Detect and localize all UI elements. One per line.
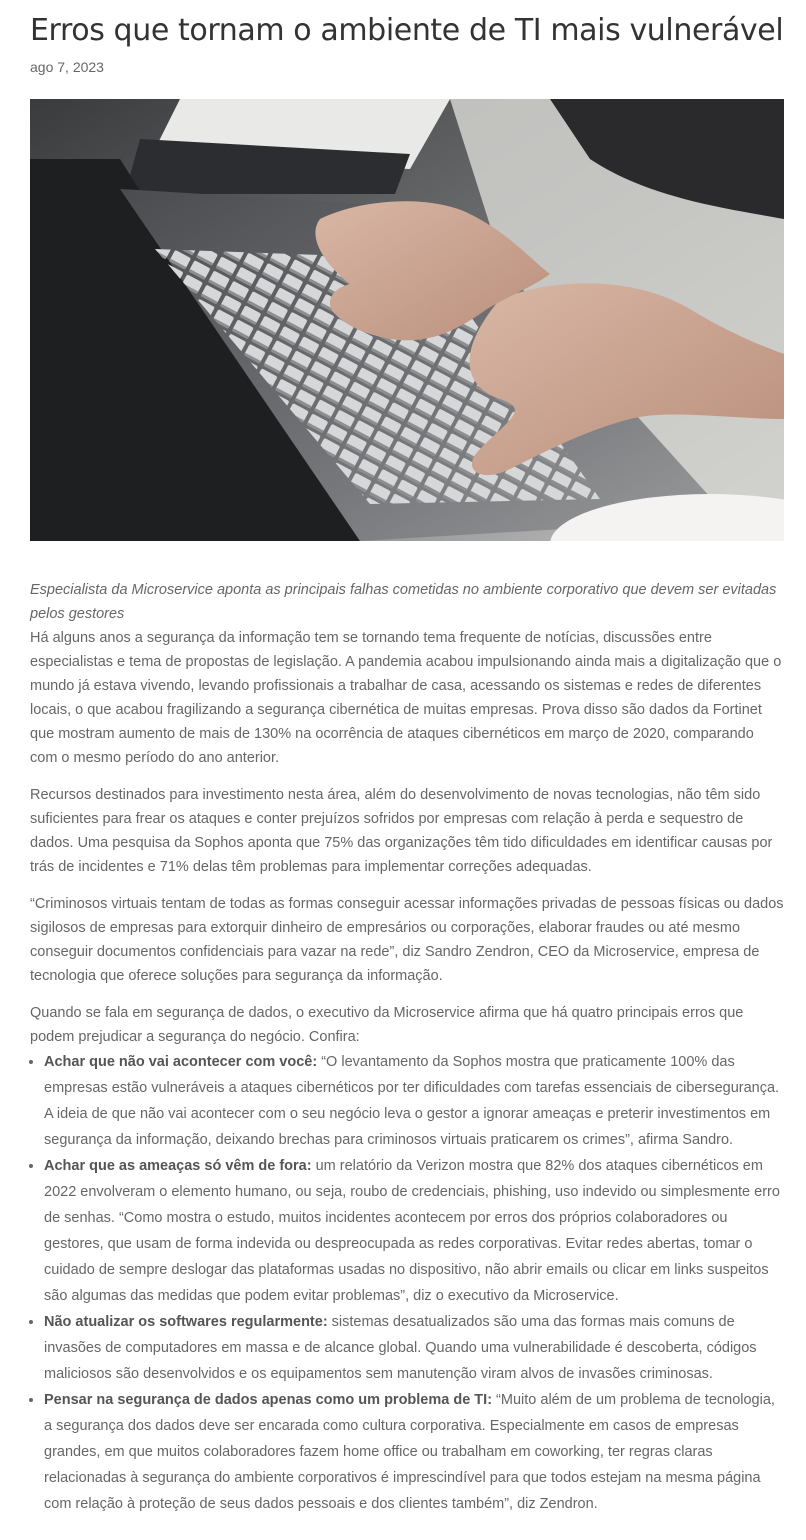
article [30, 0, 784, 1517]
errors-list [30, 1049, 784, 1517]
list-item-heading: Não atualizar os softwares regularmente: [44, 1314, 328, 1330]
list-item-heading: Pensar na segurança de dados apenas como um problema de TI: [44, 1392, 493, 1408]
paragraph: Recursos destinados para investimento nesta área, além do desenvolvimento de novas tecnologias, não têm sido suficientes para frear os ataques e conter prejuízos sofridos por empresas com relação à perda e sequestro de dados. Uma pesquisa da Sophos aponta que 75% das organizações têm tido dificuldades em identificar causas por trás de incidentes e 71% delas têm problemas para implementar correções adequadas. [30, 787, 773, 875]
featured-image [30, 99, 784, 541]
list-item-text: “O levantamento da Sophos mostra que praticamente 100% das empresas estão vulneráveis a ataques cibernéticos por ter dificuldades com tarefas essenciais de cibersegurança. A ideia de que não vai acontecer com o seu negócio leva o gestor a ignorar ameaças e preterir investimentos em segurança da informação, deixando brechas para criminosos virtuais praticarem os crimes”, afirma Sandro. [44, 1054, 780, 1148]
article-lede: Especialista da Microservice aponta as principais falhas cometidas no ambiente corporativo que devem ser evitadas pelos gestores [30, 582, 777, 622]
article-date: ago 7, 2023 [30, 59, 104, 75]
laptop-typing-illustration [30, 99, 784, 541]
list-item [44, 1309, 784, 1387]
list-item [44, 1387, 784, 1517]
article-body [30, 578, 784, 1517]
list-item-text: sistemas desatualizados são uma das formas mais comuns de invasões de computadores em massa e de alcance global. Quando uma vulnerabilidade é descoberta, códigos maliciosos são desenvolvidos e os equipamentos sem manutenção viram alvos de invasões criminosas. [44, 1314, 757, 1382]
paragraph: “Criminosos virtuais tentam de todas as formas conseguir acessar informações privadas de pessoas físicas ou dados sigilosos de empresas para extorquir dinheiro de empresários ou corporações, elaborar fraudes ou até mesmo conseguir documentos confidenciais para vazar na rede”, diz Sandro Zendron, CEO da Microservice, empresa de tecnologia que oferece soluções para segurança da informação. [30, 896, 784, 984]
list-item [44, 1049, 784, 1153]
list-item-heading: Achar que as ameaças só vêm de fora: [44, 1158, 312, 1174]
list-item [44, 1153, 784, 1309]
paragraph: Há alguns anos a segurança da informação tem se tornando tema frequente de notícias, discussões entre especialistas e tema de propostas de legislação. A pandemia acabou impulsionando ainda mais a digitalização que o mundo já estava vivendo, levando profissionais a trabalhar de casa, acessando os sistemas e redes de diferentes locais, o que acabou fragilizando a segurança cibernética de muitas empresas. Prova disso são dados da Fortinet que mostram aumento de mais de 130% na ocorrência de ataques cibernéticos em março de 2020, comparando com o mesmo período do ano anterior. [30, 630, 782, 766]
paragraph: Quando se fala em segurança de dados, o executivo da Microservice afirma que há quatro principais erros que podem prejudicar a segurança do negócio. Confira: [30, 1005, 744, 1045]
list-item-text: um relatório da Verizon mostra que 82% dos ataques cibernéticos em 2022 envolveram o elemento humano, ou seja, roubo de credenciais, phishing, uso indevido ou simplesmente erro de senhas. “Como mostra o estudo, muitos incidentes acontecem por erros dos próprios colaboradores ou gestores, que usam de forma indevida ou despreocupada as redes corporativas. Evitar redes abertas, tomar o cuidado de sempre deslogar das plataformas usadas no dispositivo, não abrir emails ou clicar em links suspeitos são algumas das medidas que podem evitar problemas”, diz o executivo da Microservice. [44, 1158, 780, 1304]
article-title: Erros que tornam o ambiente de TI mais vulnerável [30, 13, 784, 48]
list-item-text: “Muito além de um problema de tecnologia, a segurança dos dados deve ser encarada como cultura corporativa. Especialmente em casos de empresas grandes, em que muitos colaboradores fazem home office ou trabalham em coworking, ter regras claras relacionadas à segurança do ambiente corporativos é imprescindível para que todos estejam na mesma página com relação à proteção de seus dados pessoais e dos clientes também”, diz Zendron. [44, 1392, 775, 1512]
list-item-heading: Achar que não vai acontecer com você: [44, 1054, 318, 1070]
